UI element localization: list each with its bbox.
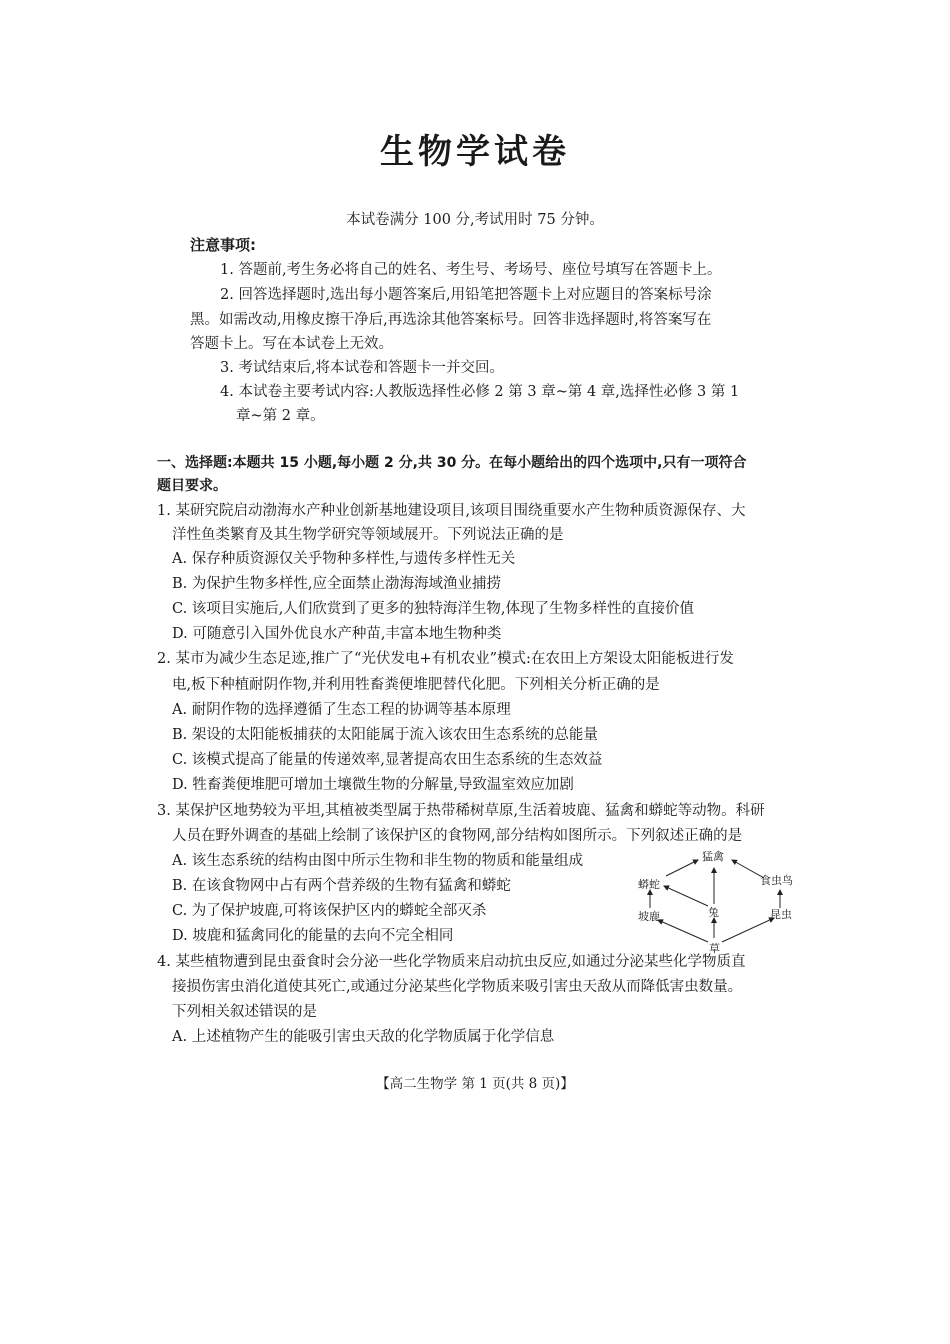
question-stem: 洋性鱼类繁育及其生物学研究等领域展开。下列说法正确的是 [172,527,564,543]
option: A. 耐阴作物的选择遵循了生态工程的协调等基本原理 [172,702,511,718]
notice-line: 黑。如需改动,用橡皮擦干净后,再选涂其他答案标号。回答非选择题时,将答案写在 [190,312,712,328]
option: A. 上述植物产生的能吸引害虫天敌的化学物质属于化学信息 [172,1029,555,1045]
notice-line: 答题卡上。写在本试卷上无效。 [190,336,393,352]
question-stem: 电,板下种植耐阴作物,并利用牲畜粪便堆肥替代化肥。下列相关分析正确的是 [172,677,660,693]
question-stem: 接损伤害虫消化道使其死亡,或通过分泌某些化学物质来吸引害虫天敌从而降低害虫数量。 [172,979,743,995]
option: A. 该生态系统的结构由图中所示生物和非生物的物质和能量组成 [172,853,584,869]
node-insect: 昆虫 [770,908,792,921]
node-python: 蟒蛇 [638,878,660,891]
section-heading: 题目要求。 [157,478,227,494]
node-grass: 草 [709,942,720,955]
notice-line: 章~第 2 章。 [236,408,325,424]
notice-line: 1. 答题前,考生务必将自己的姓名、考生号、考场号、座位号填写在答题卡上。 [220,262,722,278]
section-heading: 一、选择题:本题共 15 小题,每小题 2 分,共 30 分。在每小题给出的四个选项中,只有一项符合 [157,455,747,471]
question-stem: 3. 某保护区地势较为平坦,其植被类型属于热带稀树草原,生活着坡鹿、猛禽和蟒蛇等动物。科研 [157,803,765,819]
node-rabbit: 兔 [708,906,719,919]
question-stem: 2. 某市为减少生态足迹,推广了“光伏发电+有机农业”模式:在农田上方架设太阳能板进行发 [157,651,734,667]
option: D. 牲畜粪便堆肥可增加土壤微生物的分解量,导致温室效应加剧 [172,777,574,793]
option: B. 为保护生物多样性,应全面禁止渤海海域渔业捕捞 [172,576,501,592]
notice-line: 3. 考试结束后,将本试卷和答题卡一并交回。 [220,360,505,376]
question-stem: 4. 某些植物遭到昆虫蚕食时会分泌一些化学物质来启动抗虫反应,如通过分泌某些化学物质直 [157,954,746,970]
exam-subtitle: 本试卷满分 100 分,考试用时 75 分钟。 [346,212,604,228]
option: B. 架设的太阳能板捕获的太阳能属于流入该农田生态系统的总能量 [172,727,598,743]
option: C. 该项目实施后,人们欣赏到了更多的独特海洋生物,体现了生物多样性的直接价值 [172,601,695,617]
node-raptor: 猛禽 [702,850,724,863]
question-stem: 1. 某研究院启动渤海水产种业创新基地建设项目,该项目围绕重要水产生物种质资源保存、大 [157,503,746,519]
question-stem: 人员在野外调查的基础上绘制了该保护区的食物网,部分结构如图所示。下列叙述正确的是 [172,828,743,844]
option: A. 保存种质资源仅关乎物种多样性,与遗传多样性无关 [172,551,516,567]
arrow-grass-insect [722,918,774,942]
option: D. 坡鹿和猛禽同化的能量的去向不完全相同 [172,928,454,944]
option: C. 该模式提高了能量的传递效率,显著提高农田生态系统的生态效益 [172,752,603,768]
option: B. 在该食物网中占有两个营养级的生物有猛禽和蟒蛇 [172,878,511,894]
option: D. 可随意引入国外优良水产种苗,丰富本地生物种类 [172,626,502,642]
notice-line: 4. 本试卷主要考试内容:人教版选择性必修 2 第 3 章~第 4 章,选择性必修 3 第 1 [220,384,740,400]
page-footer: 【高二生物学 第 1 页(共 8 页)】 [376,1076,574,1092]
exam-title: 生物学试卷 [380,132,570,172]
notice-heading: 注意事项: [190,236,256,254]
arrow-rabbit-python [664,886,708,906]
food-web-diagram [628,846,808,956]
arrow-grass-deer [658,920,708,942]
notice-line: 2. 回答选择题时,选出每小题答案后,用铅笔把答题卡上对应题目的答案标号涂 [220,287,712,303]
node-insectivore: 食虫鸟 [760,874,793,887]
question-stem: 下列相关叙述错误的是 [172,1004,317,1020]
node-deer: 坡鹿 [638,910,660,923]
option: C. 为了保护坡鹿,可将该保护区内的蟒蛇全部灭杀 [172,903,487,919]
arrow-python-raptor [666,860,698,876]
